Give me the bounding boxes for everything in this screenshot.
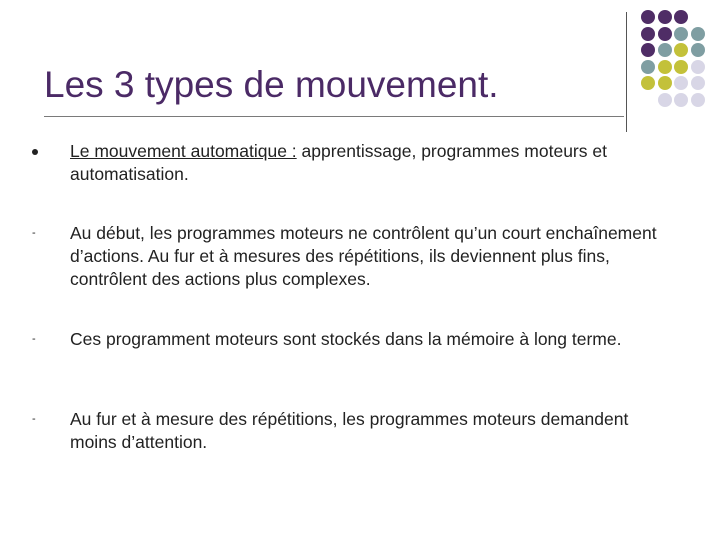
bullet-dot-icon (32, 149, 38, 155)
decorative-dot-olive (658, 60, 672, 74)
bullet-body-text: apprentissage, programmes moteurs et automatisation. (70, 141, 607, 184)
bullet-underlined-heading: Le mouvement automatique : (70, 141, 297, 161)
bullet-text: Au fur et à mesure des répétitions, les programmes moteurs demandent moins d’attention. (70, 409, 629, 452)
decorative-dot-lavender (658, 93, 672, 107)
bullet-dash-marker: - (32, 333, 36, 345)
decorative-dot-lavender (691, 76, 705, 90)
decorative-dot-teal (691, 27, 705, 41)
decorative-dot-purple (641, 43, 655, 57)
decorative-dot-olive (674, 60, 688, 74)
decorative-dot-teal (641, 60, 655, 74)
slide-title: Les 3 types de mouvement. (44, 64, 499, 105)
bullet-text (70, 140, 670, 186)
decorative-dot-olive (658, 76, 672, 90)
decorative-dot-purple (658, 27, 672, 41)
decorative-dot-olive (674, 43, 688, 57)
decorative-dot-grid (641, 10, 720, 120)
decorative-dot-lavender (674, 93, 688, 107)
decorative-dot-olive (641, 76, 655, 90)
decorative-dot-purple (658, 10, 672, 24)
title-underline-rule (44, 116, 624, 117)
bullet-dash-marker: - (32, 227, 36, 239)
bullet-text: Ces programment moteurs sont stockés dans la mémoire à long terme. (70, 329, 622, 349)
decorative-dot-teal (658, 43, 672, 57)
decorative-vertical-rule (626, 12, 627, 132)
decorative-dot-purple (641, 10, 655, 24)
bullet-dash-marker: - (32, 413, 36, 425)
decorative-dot-lavender (691, 93, 705, 107)
decorative-dot-lavender (674, 76, 688, 90)
decorative-dot-purple (641, 27, 655, 41)
decorative-dot-teal (674, 27, 688, 41)
decorative-dot-purple (674, 10, 688, 24)
bullet-text: Au début, les programmes moteurs ne contrôlent qu’un court enchaînement d’actions. Au fur et à mesures des répétitions, ils deviennent plus fins, contrôlent des actions plus complexes. (70, 223, 657, 289)
decorative-dot-lavender (691, 60, 705, 74)
decorative-dot-teal (691, 43, 705, 57)
